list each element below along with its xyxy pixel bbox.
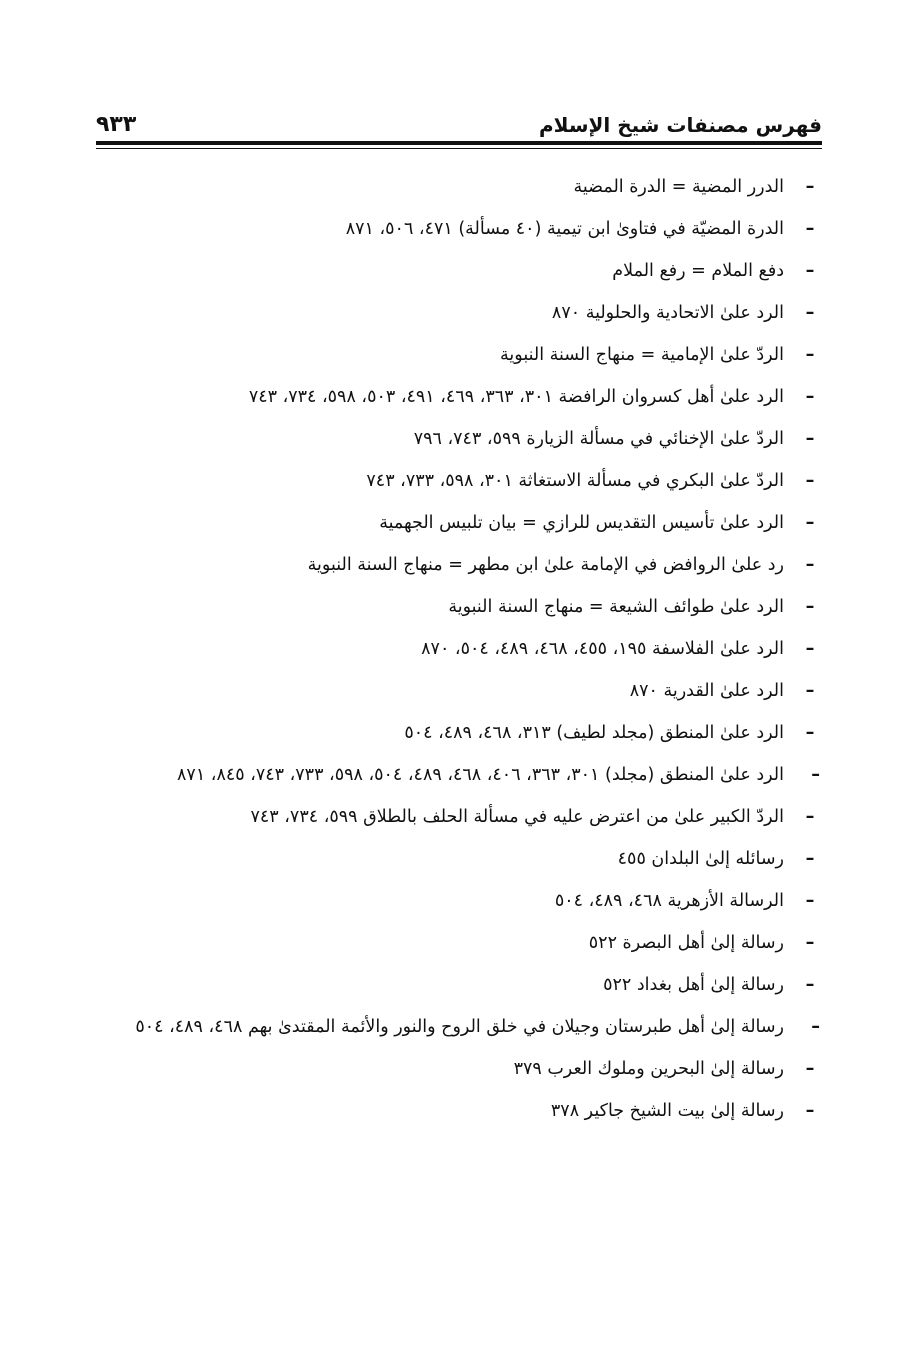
entry-dash: – [805,177,815,197]
header-rule-thick [96,141,822,145]
entry-text: رد علىٰ الروافض في الإمامة علىٰ ابن مطهر = منهاج السنة النبوية [307,555,784,575]
entry-dash: – [805,807,815,827]
entry-text: رسالة إلىٰ أهل طبرستان وجيلان في خلق الروح والنور والأئمة المقتدىٰ بهم ٤٦٨، ٤٨٩، ٥٠٤ [135,1017,784,1037]
header-rule-thin [96,148,822,149]
entry-dash: – [805,219,815,239]
entry-dash: – [805,975,815,995]
entry-text: الرد علىٰ الاتحادية والحلولية ٨٧٠ [551,303,784,323]
entry-text: الرد علىٰ تأسيس التقديس للرازي = بيان تلبيس الجهمية [379,513,784,533]
index-entry [85,838,820,880]
entry-text: الردّ علىٰ الإمامية = منهاج السنة النبوية [500,345,784,365]
entry-text: رسالة إلىٰ البحرين وملوك العرب ٣٧٩ [513,1059,784,1079]
entry-dash: – [805,933,815,953]
index-entry [85,166,820,208]
entry-text: الرد علىٰ أهل كسروان الرافضة ٣٠١، ٣٦٣، ٤٦٩، ٤٩١، ٥٠٣، ٥٩٨، ٧٣٤، ٧٤٣ [248,387,784,407]
entry-text: الرد علىٰ المنطق (مجلد) ٣٠١، ٣٦٣، ٤٠٦، ٤٦٨، ٤٨٩، ٥٠٤، ٥٩٨، ٧٣٣، ٧٤٣، ٨٤٥، ٨٧١ [177,765,784,785]
index-entry [85,292,820,334]
entry-text: الدرة المضيّة في فتاوىٰ ابن تيمية (٤٠ مسألة) ٤٧١، ٥٠٦، ٨٧١ [345,219,784,239]
entry-dash: – [805,387,815,407]
entry-text: الردّ علىٰ البكري في مسألة الاستغاثة ٣٠١، ٥٩٨، ٧٣٣، ٧٤٣ [366,471,784,491]
entry-text: الرد علىٰ القدرية ٨٧٠ [629,681,784,701]
entry-dash: – [805,849,815,869]
index-entry [85,712,820,754]
entry-dash: – [805,681,815,701]
index-entry [85,880,820,922]
index-entry [85,1090,820,1132]
entry-text: الردّ علىٰ الإخنائي في مسألة الزيارة ٥٩٩، ٧٤٣، ٧٩٦ [413,429,784,449]
entry-text: دفع الملام = رفع الملام [612,261,784,281]
index-entry [85,208,820,250]
running-title: فهرس مصنفات شيخ الإسلام [539,113,822,137]
index-entry [85,628,820,670]
entry-dash: – [805,891,815,911]
entry-dash: – [805,513,815,533]
index-entry [85,418,820,460]
index-entry [85,754,820,796]
entry-text: رسائله إلىٰ البلدان ٤٥٥ [617,849,784,869]
entry-text: الدرر المضية = الدرة المضية [573,177,784,197]
entry-dash: – [805,471,815,491]
entry-dash: – [805,261,815,281]
entry-text: رسالة إلىٰ بيت الشيخ جاكير ٣٧٨ [550,1101,784,1121]
index-entry [85,922,820,964]
entry-text: الرد علىٰ طوائف الشيعة = منهاج السنة النبوية [448,597,784,617]
entry-dash: – [805,303,815,323]
index-entry [85,586,820,628]
index-entry [85,796,820,838]
index-entry [85,1006,820,1048]
entry-dash: – [805,639,815,659]
entry-text: الردّ الكبير علىٰ من اعترض عليه في مسألة الحلف بالطلاق ٥٩٩، ٧٣٤، ٧٤٣ [250,807,784,827]
entry-dash: – [805,555,815,575]
entry-dash: – [811,765,820,785]
entry-text: رسالة إلىٰ أهل البصرة ٥٢٢ [588,933,784,953]
entry-text: الرد علىٰ المنطق (مجلد لطيف) ٣١٣، ٤٦٨، ٤٨٩، ٥٠٤ [404,723,784,743]
entry-text: الرسالة الأزهرية ٤٦٨، ٤٨٩، ٥٠٤ [554,891,784,911]
entry-dash: – [805,345,815,365]
entry-dash: – [805,723,815,743]
index-entry [85,964,820,1006]
entry-dash: – [805,1101,815,1121]
running-header [96,110,822,144]
index-entry [85,334,820,376]
index-entry [85,544,820,586]
index-entry [85,1048,820,1090]
entry-text: الرد علىٰ الفلاسفة ١٩٥، ٤٥٥، ٤٦٨، ٤٨٩، ٥٠٤، ٨٧٠ [421,639,784,659]
index-entry [85,376,820,418]
page-number: ٩٣٣ [96,112,137,137]
index-entry [85,670,820,712]
index-entry [85,460,820,502]
entry-dash: – [805,429,815,449]
index-entry [85,502,820,544]
entry-dash: – [811,1017,820,1037]
entry-text: رسالة إلىٰ أهل بغداد ٥٢٢ [603,975,784,995]
entry-dash: – [805,597,815,617]
index-entries-list [85,166,820,1132]
entry-dash: – [805,1059,815,1079]
index-entry [85,250,820,292]
